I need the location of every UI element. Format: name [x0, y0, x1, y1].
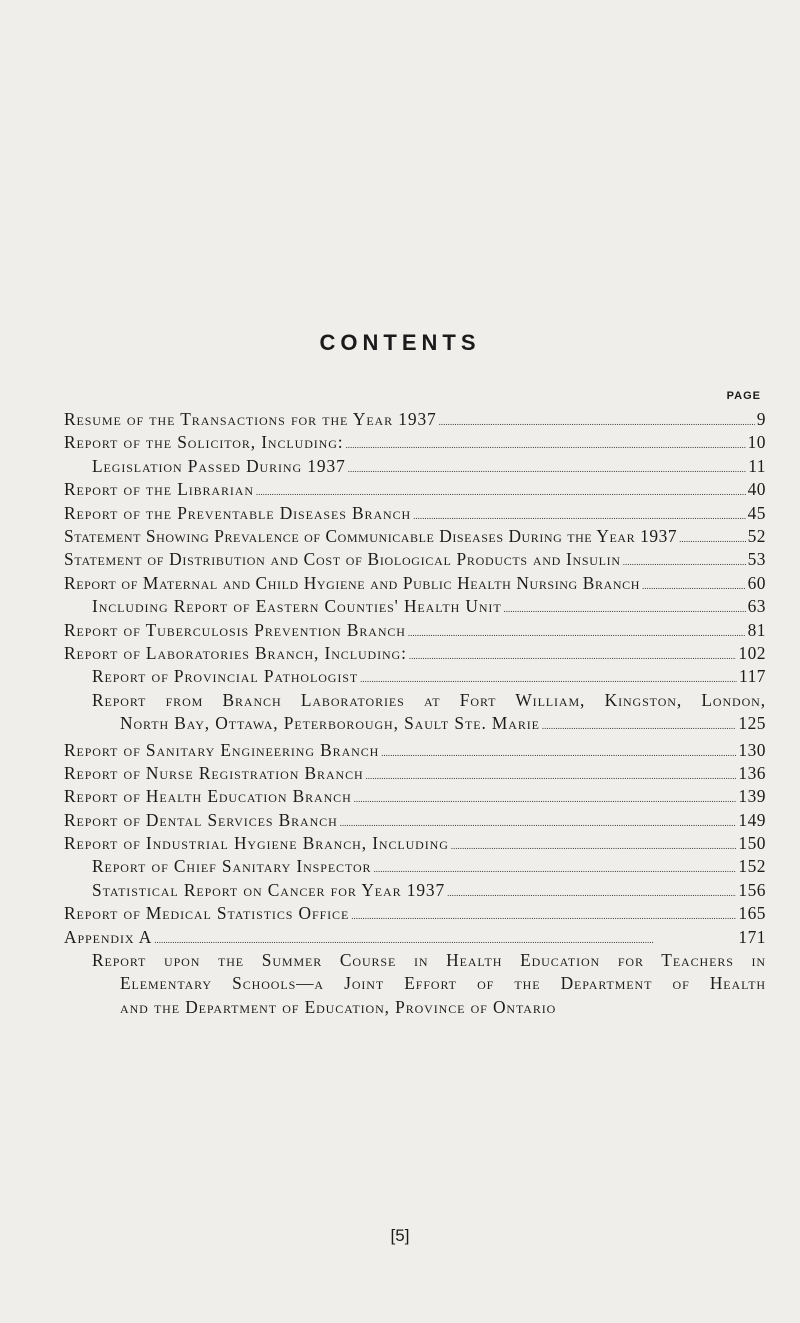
toc-entry-text: Report from Branch Laboratories at Fort William, Kingston, London, [92, 689, 766, 710]
leader-dots [504, 598, 746, 621]
toc-page-number: 150 [738, 833, 766, 854]
toc-entry-text: Statement of Distribution and Cost of Biological Products and Insulin [64, 549, 621, 570]
table-of-contents [64, 408, 766, 1019]
toc-entry-text: Report of Provincial Pathologist [92, 666, 359, 687]
page-title: CONTENTS [319, 330, 481, 355]
toc-page-number: 52 [747, 525, 766, 546]
toc-entry-text: Report of the Librarian [64, 479, 254, 500]
toc-entry-maternal-child-hygiene[interactable] [64, 572, 766, 595]
toc-entry-text-continued: North Bay, Ottawa, Peterborough, Sault Ste. Marie [120, 713, 540, 734]
page-column-label: PAGE [726, 390, 761, 402]
toc-entry-text: Report of Dental Services Branch [64, 809, 338, 830]
toc-page-number: 117 [739, 666, 766, 687]
toc-entry-text: Report of Maternal and Child Hygiene and Public Health Nursing Branch [64, 572, 640, 593]
toc-entry-legislation[interactable] [64, 455, 766, 478]
toc-page-number: 130 [738, 739, 766, 760]
toc-entry-text: Appendix A [64, 926, 153, 947]
leader-dots [679, 528, 746, 551]
toc-page-number: 11 [748, 455, 766, 476]
toc-page-number: 9 [756, 409, 766, 429]
toc-entry-text: Report of Industrial Hygiene Branch, Including [64, 833, 449, 854]
leader-dots [439, 411, 755, 434]
toc-entry-communicable-diseases[interactable] [64, 525, 766, 548]
toc-page-number: 81 [747, 619, 766, 640]
leader-dots [366, 765, 737, 788]
leader-dots [642, 575, 746, 598]
toc-entry-tuberculosis[interactable] [64, 619, 766, 642]
leader-dots [447, 882, 736, 905]
leader-dots [381, 742, 736, 765]
toc-entry-nurse-registration[interactable] [64, 762, 766, 785]
toc-page-number: 165 [738, 903, 766, 924]
toc-entry-branch-laboratories[interactable] [64, 689, 766, 739]
toc-page-number: 102 [738, 642, 766, 663]
toc-entry-text: Report of Laboratories Branch, Including: [64, 642, 407, 663]
toc-entry-text-continued: Elementary Schools—a Joint Effort of the Department of Health [120, 973, 766, 994]
toc-entry-industrial-hygiene[interactable] [64, 832, 766, 855]
toc-entry-health-education[interactable] [64, 785, 766, 808]
page-number-folio: [5] [390, 1226, 410, 1245]
leader-dots [351, 905, 736, 928]
toc-page-number: 171 [738, 926, 766, 947]
leader-dots [348, 458, 747, 481]
leader-dots [346, 434, 746, 457]
toc-entry-preventable-diseases[interactable] [64, 502, 766, 525]
toc-entry-resume[interactable] [64, 408, 766, 431]
toc-page-number: 63 [747, 596, 766, 617]
toc-entry-text: Including Report of Eastern Counties' Health Unit [92, 596, 502, 617]
toc-entry-text: Legislation Passed During 1937 [92, 455, 346, 476]
toc-entry-librarian[interactable] [64, 478, 766, 501]
toc-entry-summer-course[interactable] [64, 949, 766, 1019]
toc-entry-text: Statistical Report on Cancer for Year 1937 [92, 879, 446, 900]
toc-entry-appendix-a[interactable] [64, 926, 766, 949]
toc-entry-cancer-report[interactable] [64, 879, 766, 902]
toc-page-number: 40 [747, 479, 766, 500]
toc-entry-text: Report of the Solicitor, Including: [64, 432, 344, 453]
leader-dots [408, 622, 746, 645]
toc-entry-chief-sanitary-inspector[interactable] [64, 855, 766, 878]
leader-dots [451, 835, 737, 858]
toc-page-number: 136 [738, 762, 766, 783]
toc-entry-text-continued: and the Department of Education, Province of Ontario [120, 996, 557, 1017]
leader-dots [542, 715, 737, 738]
toc-entry-medical-statistics[interactable] [64, 902, 766, 925]
toc-entry-text: Report of the Preventable Diseases Branch [64, 502, 412, 523]
toc-entry-dental-services[interactable] [64, 809, 766, 832]
toc-entry-text: Report of Nurse Registration Branch [64, 762, 364, 783]
toc-entry-text: Report of Health Education Branch [64, 786, 352, 807]
toc-page-number: 53 [747, 549, 766, 570]
toc-entry-solicitor[interactable] [64, 431, 766, 454]
toc-page-number: 149 [738, 809, 766, 830]
toc-entry-laboratories[interactable] [64, 642, 766, 665]
toc-entry-text: Report of Sanitary Engineering Branch [64, 739, 380, 760]
toc-page-number: 45 [747, 502, 766, 523]
toc-page-number: 156 [738, 879, 766, 900]
toc-entry-provincial-pathologist[interactable] [64, 665, 766, 688]
toc-entry-text: Report of Medical Statistics Office [64, 903, 350, 924]
toc-entry-biological-products[interactable] [64, 548, 766, 571]
toc-page-number: 125 [738, 713, 766, 734]
toc-page-number: 10 [747, 432, 766, 453]
toc-entry-text: Report upon the Summer Course in Health Education for Teachers in [92, 950, 766, 971]
toc-page-number: 139 [738, 786, 766, 807]
leader-dots [409, 645, 737, 668]
toc-entry-text: Report of Tuberculosis Prevention Branch [64, 619, 406, 640]
toc-page-number: 152 [738, 856, 766, 877]
toc-page-number: 60 [747, 572, 766, 593]
leader-dots [623, 551, 746, 574]
toc-entry-text: Statement Showing Prevalence of Communicable Diseases During the Year 1937 [64, 525, 678, 546]
toc-entry-text: Resume of the Transactions for the Year 1937 [64, 409, 437, 429]
toc-entry-text: Report of Chief Sanitary Inspector [92, 856, 372, 877]
leader-dots [354, 788, 737, 811]
toc-entry-sanitary-engineering[interactable] [64, 739, 766, 762]
toc-entry-eastern-counties[interactable] [64, 595, 766, 618]
